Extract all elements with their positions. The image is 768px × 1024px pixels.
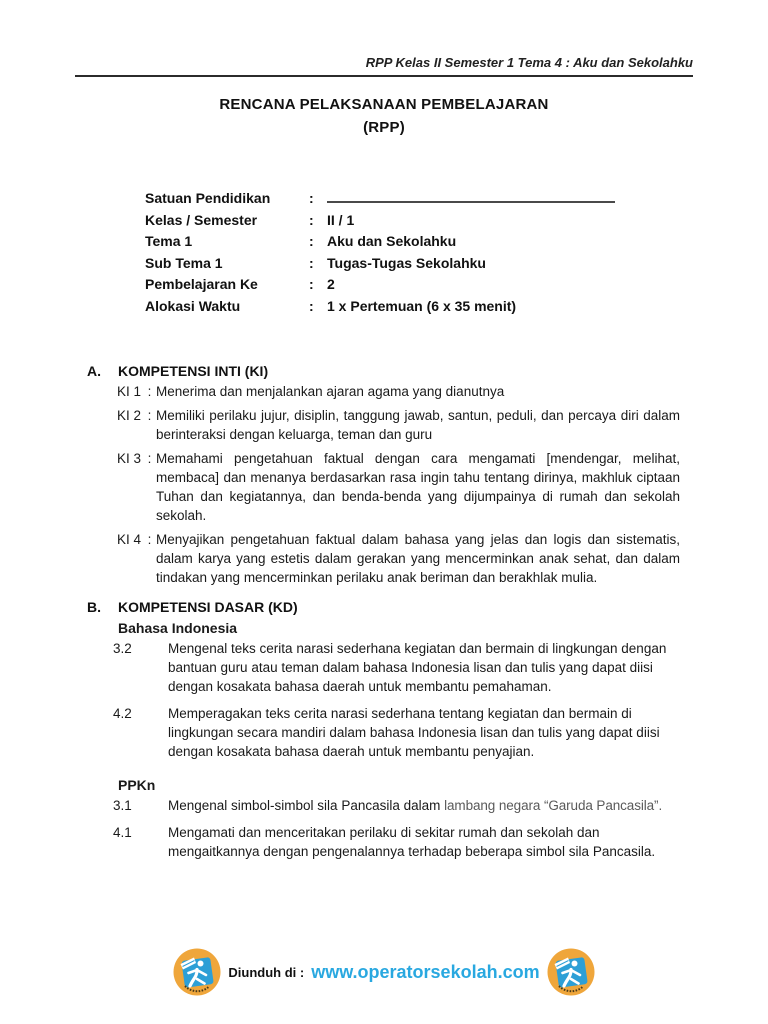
operator-sekolah-logo-icon — [547, 948, 595, 996]
kd-number: 3.1 — [113, 798, 132, 813]
ki-label: KI 2 — [117, 408, 142, 423]
ki-list — [117, 382, 680, 587]
section-heading-text: KOMPETENSI DASAR (KD) — [118, 599, 298, 615]
document-title — [0, 93, 768, 139]
field-label: Sub Tema 1 — [145, 254, 223, 271]
field-colon: : — [309, 297, 314, 314]
kd-item-4-2 — [113, 704, 680, 761]
section-heading-text: KOMPETENSI INTI (KI) — [118, 363, 269, 379]
field-label: Pembelajaran Ke — [145, 276, 258, 292]
kd-text: Mengenal teks cerita narasi sederhana kegiatan dan bermain di lingkungan dengan bantuan guru atau teman dalam bahasa Indonesia lisan dan tulis yang dapat diisi dengan kosakata bahasa daerah untuk membantu pemahaman. — [168, 641, 667, 694]
download-label: Diunduh di : — [228, 964, 305, 980]
kd-number: 4.2 — [113, 706, 132, 721]
kd-items-bahasa-indonesia — [113, 639, 680, 761]
kd-item-3-2 — [113, 639, 680, 696]
kd-text: Memperagakan teks cerita narasi sederhana tentang kegiatan dan bermain di lingkungan secara mandiri dalam bahasa Indonesia lisan dan tulis yang dapat diisi dengan kosakata bahasa daerah untuk membantu penyajian. — [168, 706, 660, 759]
ki-item-3 — [117, 449, 680, 525]
blank-fill-in-line — [327, 188, 615, 203]
field-value: II / 1 — [327, 211, 355, 228]
ki-text: Menyajikan pengetahuan faktual dalam bahasa yang jelas dan logis dan sistematis, dalam karya yang estetis dalam gerakan yang mencerminkan anak sehat, dan dalam tindakan yang mencerminkan perilaku anak beriman dan berakhlak mulia. — [156, 532, 680, 585]
running-header-text: RPP Kelas II Semester 1 Tema 4 : Aku dan Sekolahku — [365, 55, 693, 70]
kd-text-light: lambang negara “Garuda Pancasila”. — [444, 798, 663, 813]
field-value: Tugas-Tugas Sekolahku — [327, 254, 486, 271]
ki-colon: : — [147, 408, 152, 423]
field-value: 1 x Pertemuan (6 x 35 menit) — [327, 297, 517, 314]
kd-text-main: Mengenal simbol-simbol sila Pancasila dalam — [168, 798, 445, 813]
ki-label: KI 4 — [117, 532, 142, 547]
field-value — [327, 188, 615, 210]
operator-sekolah-link[interactable]: www.operatorsekolah.com — [311, 961, 540, 982]
ki-text: Menerima dan menjalankan ajaran agama yang dianutnya — [156, 384, 505, 399]
field-value: Aku dan Sekolahku — [327, 233, 457, 249]
document-title-line1: RENCANA PELAKSANAAN PEMBELAJARAN — [219, 96, 549, 113]
field-label: Alokasi Waktu — [145, 297, 241, 314]
field-colon: : — [309, 190, 314, 206]
header-divider — [75, 75, 693, 77]
lesson-info-fields — [145, 188, 768, 317]
ki-label: KI 1 — [117, 384, 142, 399]
kd-item-4-1 — [113, 823, 680, 861]
subject-ppkn: PPKn — [118, 777, 156, 793]
section-heading — [87, 361, 680, 382]
field-colon: : — [309, 233, 314, 249]
field-colon: : — [309, 211, 314, 228]
section-kompetensi-inti — [87, 361, 680, 587]
document-header — [0, 0, 768, 77]
field-label: Tema 1 — [145, 233, 193, 249]
ki-colon: : — [147, 532, 152, 547]
field-alokasi-waktu — [145, 296, 768, 318]
operator-sekolah-logo-icon — [173, 948, 221, 996]
field-tema — [145, 231, 768, 253]
ki-text: Memahami pengetahuan faktual dengan cara mengamati [mendengar, melihat, membaca] dan menanya berdasarkan rasa ingin tahu tentang dirinya, makhluk ciptaan Tuhan dan kegiatannya, dan benda-benda yang dijumpainya di rumah dan sekolah sekolah. — [156, 451, 680, 523]
field-kelas-semester — [145, 210, 768, 232]
download-footer — [0, 942, 768, 1002]
ki-colon: : — [147, 384, 152, 399]
kd-text: Mengamati dan menceritakan perilaku di sekitar rumah dan sekolah dan mengaitkannya dengan pengenalannya terhadap beberapa simbol sila Pancasila. — [168, 825, 656, 859]
kd-number: 3.2 — [113, 641, 132, 656]
field-colon: : — [309, 254, 314, 271]
section-heading — [87, 597, 680, 618]
kd-text — [168, 796, 680, 815]
ki-colon: : — [147, 451, 152, 466]
ki-text: Memiliki perilaku jujur, disiplin, tanggung jawab, santun, peduli, dan percaya diri dalam berinteraksi dengan keluarga, teman dan guru — [156, 408, 680, 442]
field-colon: : — [309, 276, 314, 292]
document-title-line2: (RPP) — [363, 119, 405, 136]
field-satuan-pendidikan — [145, 188, 768, 210]
section-kompetensi-dasar — [87, 597, 680, 861]
field-label: Kelas / Semester — [145, 211, 258, 228]
field-value: 2 — [327, 276, 335, 292]
ki-label: KI 3 — [117, 451, 142, 466]
ki-item-1 — [117, 382, 680, 401]
section-letter: B. — [87, 599, 101, 615]
field-label: Satuan Pendidikan — [145, 190, 271, 206]
subject-bahasa-indonesia: Bahasa Indonesia — [118, 620, 238, 636]
ki-item-2 — [117, 406, 680, 444]
section-letter: A. — [87, 363, 101, 379]
ki-item-4 — [117, 530, 680, 587]
field-sub-tema — [145, 253, 768, 275]
kd-number: 4.1 — [113, 825, 132, 840]
kd-items-ppkn — [113, 796, 680, 861]
kd-item-3-1 — [113, 796, 680, 815]
field-pembelajaran-ke — [145, 274, 768, 296]
